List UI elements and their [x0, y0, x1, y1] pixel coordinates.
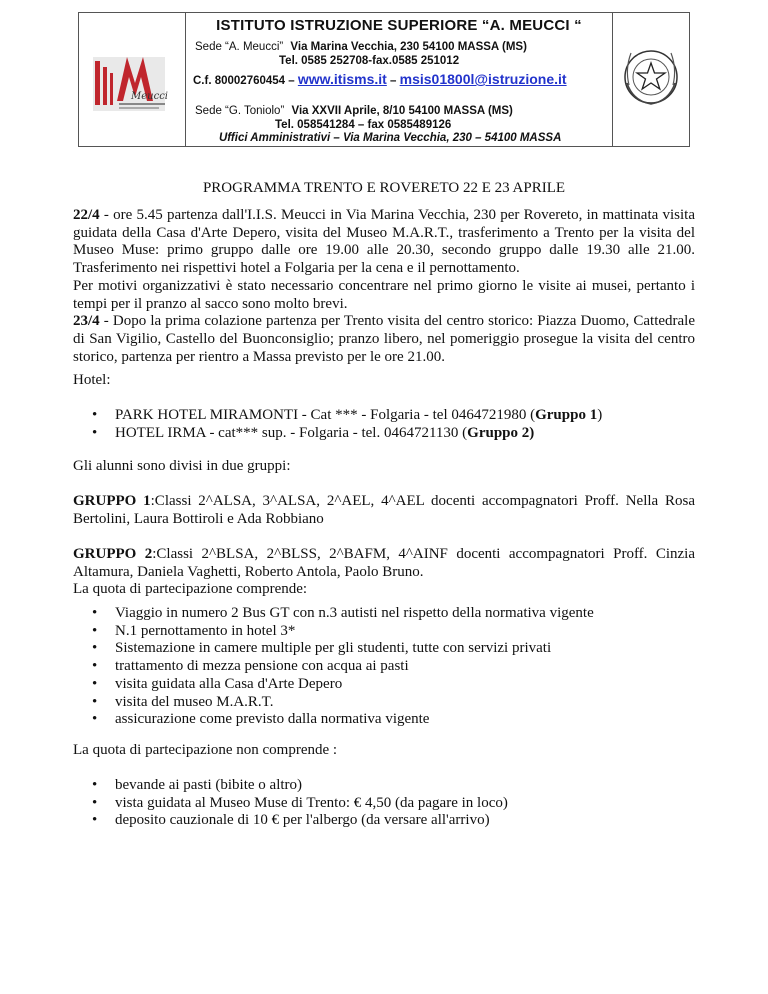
- sede2-line: [195, 105, 513, 117]
- sede2-address: Via XXVII Aprile, 8/10 54100 MASSA (MS): [291, 105, 513, 117]
- gruppo2-text: :Classi 2^BLSA, 2^BLSS, 2^BAFM, 4^AINF docenti accompagnatori Proff. Cinzia Altamura, Daniela Vaghetti, Roberto Antola, Paolo Bruno.: [73, 546, 695, 580]
- list-item: • deposito cauzionale di 10 € per l'albergo (da versare all'arrivo): [73, 812, 695, 830]
- sede2-tel: Tel. 058541284 – fax 0585489126: [275, 119, 452, 131]
- hotel-item: • HOTEL IRMA - cat*** sup. - Folgaria - tel. 0464721130 (Gruppo 2): [73, 425, 695, 443]
- institute-title: ISTITUTO ISTRUZIONE SUPERIORE “A. MEUCCI “: [216, 17, 582, 34]
- note-paragraph: Per motivi organizzativi è stato necessario concentrare nel primo giorno le visite ai musei, pertanto i tempi per il pranzo al sacco sono molto brevi.: [73, 277, 695, 312]
- gruppo2-section: [73, 546, 695, 599]
- day1-paragraph: [73, 207, 695, 278]
- list-item: • trattamento di mezza pensione con acqua ai pasti: [73, 658, 695, 676]
- program-section: [73, 207, 695, 366]
- sede1-line: [195, 41, 527, 53]
- page-title: PROGRAMMA TRENTO E ROVERETO 22 E 23 APRILE: [202, 180, 566, 196]
- gruppo1-text: :Classi 2^ALSA, 3^ALSA, 2^AEL, 4^AEL docenti accompagnatori Proff. Nella Rosa Bertolini, Laura Bottiroli e Ada Robbiano: [73, 493, 695, 527]
- excludes-label: La quota di partecipazione non comprende :: [73, 742, 338, 758]
- list-item: • assicurazione come previsto dalla normativa vigente: [73, 711, 695, 729]
- list-item: • vista guidata al Museo Muse di Trento: € 4,50 (da pagare in loco): [73, 795, 695, 813]
- list-item: • Sistemazione in camere multiple per gli studenti, tutte con servizi privati: [73, 640, 695, 658]
- contact-line: [193, 71, 567, 87]
- sede1-address: Via Marina Vecchia, 230 54100 MASSA (MS): [290, 41, 527, 53]
- day2-paragraph: [73, 313, 695, 366]
- includes-list-container: [73, 605, 695, 729]
- website-link[interactable]: www.itisms.it: [297, 71, 387, 87]
- includes-label: La quota di partecipazione comprende:: [73, 581, 308, 598]
- hotel-list: [73, 407, 695, 442]
- gruppo1-section: [73, 493, 695, 528]
- groups-intro: Gli alunni sono divisi in due gruppi:: [73, 458, 291, 474]
- gruppo1-paragraph: [73, 493, 695, 528]
- excludes-list: [73, 777, 695, 830]
- uffici-line: Uffici Amministrativi – Via Marina Vecchia, 230 – 54100 MASSA: [219, 132, 562, 144]
- hotel-label: Hotel:: [73, 372, 111, 388]
- list-item: • visita del museo M.A.R.T.: [73, 694, 695, 712]
- day1-date: 22/4: [73, 207, 100, 223]
- svg-text:Meucci: Meucci: [131, 91, 168, 102]
- hotel-item: • PARK HOTEL MIRAMONTI - Cat *** - Folgaria - tel 0464721980 (Gruppo 1): [73, 407, 695, 425]
- italian-republic-emblem-icon: [613, 13, 689, 146]
- letterhead-text: [185, 13, 613, 146]
- school-logo: [79, 13, 186, 146]
- list-item: • visita guidata alla Casa d'Arte Depero: [73, 676, 695, 694]
- sede2-label: Sede “G. Toniolo”: [195, 105, 285, 117]
- codice-fiscale: C.f. 80002760454 –: [193, 75, 295, 87]
- meucci-logo-icon: [79, 13, 185, 146]
- gruppo1-label: GRUPPO 1: [73, 493, 151, 509]
- includes-list: [73, 605, 695, 729]
- list-item: • N.1 pernottamento in hotel 3*: [73, 623, 695, 641]
- separator: –: [390, 75, 397, 87]
- sede1-label: Sede “A. Meucci”: [195, 41, 284, 53]
- excludes-list-container: [73, 777, 695, 830]
- email-link[interactable]: msis01800l@istruzione.it: [399, 71, 567, 87]
- day2-text: - Dopo la prima colazione partenza per Trento visita del centro storico: Piazza Duomo, Cattedrale di San Vigilio, Castello del Buonconsiglio; pranzo libero, nel pomeriggio prosegue la visita del centro storico, partenza per rientro a Massa previsto per le ore 21.00.: [73, 313, 695, 365]
- list-item: • Viaggio in numero 2 Bus GT con n.3 autisti nel rispetto della normativa vigente: [73, 605, 695, 623]
- gruppo2-label: GRUPPO 2: [73, 546, 153, 562]
- day2-date: 23/4: [73, 313, 100, 330]
- list-item: • bevande ai pasti (bibite o altro): [73, 777, 695, 795]
- sede1-tel: Tel. 0585 252708-fax.0585 251012: [279, 55, 460, 67]
- gruppo2-paragraph: [73, 546, 695, 581]
- letterhead: [78, 12, 690, 147]
- day1-text: - ore 5.45 partenza dall'I.I.S. Meucci in Via Marina Vecchia, 230 per Rovereto, in mattinata visita guidata della Casa d'Arte Depero, visita del Museo M.A.R.T., trasferimento a Trento per la visita del Museo Muse: primo gruppo dalle ore 19.00 alle 20.30, secondo gruppo dalle 19.30 alle 21.00. Trasferimento nei rispettivi hotel a Folgaria per la cena e il pernottamento.: [73, 207, 695, 277]
- republic-emblem: [612, 13, 689, 146]
- hotel-list-container: [73, 407, 695, 442]
